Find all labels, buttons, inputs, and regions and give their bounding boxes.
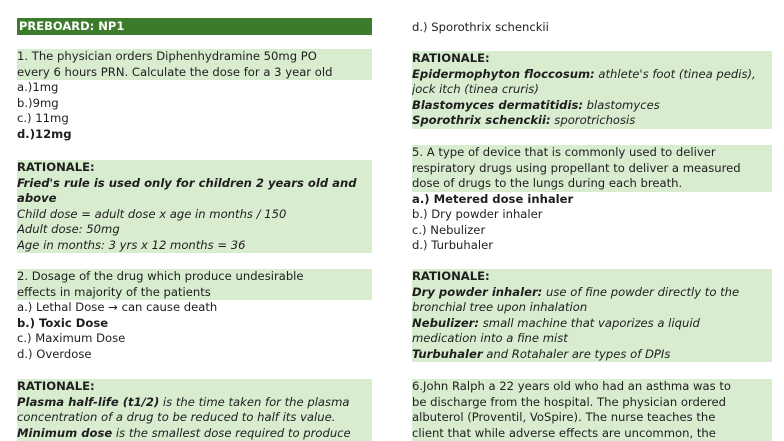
rationale-term: Dry powder inhaler: xyxy=(412,284,543,299)
question-1-stem xyxy=(17,49,372,80)
question-text: client that while adverse effects are uncommon, the xyxy=(412,425,716,440)
rationale-text: jock itch (tinea cruris) xyxy=(412,82,539,96)
option-b-answer: b.) Toxic Dose xyxy=(17,315,109,330)
question-4-tail xyxy=(412,20,772,36)
option-d: d.) Overdose xyxy=(17,346,92,361)
rationale-text: small machine that vaporizes a liquid xyxy=(479,315,700,330)
question-5-stem xyxy=(412,145,772,192)
rationale-term: Nebulizer: xyxy=(412,315,480,330)
question-text: respiratory drugs using propellant to deliver a measured xyxy=(412,160,741,175)
question-text: albuterol (Proventil, VoSpire). The nurse teaches the xyxy=(412,410,716,424)
question-text: every 6 hours PRN. Calculate the dose for a 3 year old xyxy=(17,64,333,79)
rationale-heading: RATIONALE: xyxy=(17,379,95,393)
rationale-2 xyxy=(17,379,372,441)
rationale-text: sporotrichosis xyxy=(550,113,636,127)
rationale-term: Epidermophyton floccosum: xyxy=(412,66,595,81)
rationale-text: concentration of a drug to be reduced to half its value. xyxy=(17,410,336,424)
rationale-text: bronchial tree upon inhalation xyxy=(412,300,588,314)
rationale-term: Blastomyces dermatitidis: xyxy=(412,97,583,112)
rationale-line: Adult dose: 50mg xyxy=(17,222,120,236)
option-d: d.) Turbuhaler xyxy=(412,238,493,252)
question-1 xyxy=(17,49,372,142)
rationale-heading: RATIONALE: xyxy=(412,51,490,65)
option-b: b.)9mg xyxy=(17,95,59,110)
rationale-text: medication into a fine mist xyxy=(412,331,568,345)
rationale-term: Sporothrix schenckii: xyxy=(412,113,551,127)
section-header: PREBOARD: NP1 xyxy=(17,18,372,35)
option-a-answer: a.) Metered dose inhaler xyxy=(412,191,574,206)
question-2 xyxy=(17,269,372,362)
question-text: be discharge from the hospital. The physician ordered xyxy=(412,394,727,409)
question-text: 6.John Ralph a 22 years old who had an asthma was to xyxy=(412,379,731,393)
rationale-5 xyxy=(412,269,772,362)
rationale-rule: above xyxy=(17,191,57,205)
rationale-4 xyxy=(412,51,772,129)
rationale-text: blastomyces xyxy=(582,97,660,112)
option-c: c.) 11mg xyxy=(17,111,69,125)
option-a: a.)1mg xyxy=(17,80,59,94)
option-d: d.) Sporothrix schenckii xyxy=(412,20,549,34)
rationale-term: Minimum dose xyxy=(17,425,113,440)
question-text: dose of drugs to the lungs during each breath. xyxy=(412,176,683,190)
rationale-term: Plasma half-life (t1/2) xyxy=(17,394,160,409)
option-d-answer: d.)12mg xyxy=(17,126,72,141)
rationale-text: is the time taken for the plasma xyxy=(159,394,350,409)
rationale-text: and Rotahaler are types of DPIs xyxy=(482,346,671,361)
question-text: 5. A type of device that is commonly used to deliver xyxy=(412,145,716,159)
question-2-stem xyxy=(17,269,372,300)
rationale-text: use of fine powder directly to the xyxy=(542,284,740,299)
option-a: a.) Lethal Dose → can cause death xyxy=(17,300,218,314)
rationale-heading: RATIONALE: xyxy=(17,160,95,174)
question-6 xyxy=(412,379,772,441)
option-b: b.) Dry powder inhaler xyxy=(412,207,543,221)
rationale-heading: RATIONALE: xyxy=(412,269,490,283)
rationale-1 xyxy=(17,160,372,253)
rationale-text: is the smallest dose required to produce xyxy=(112,425,351,440)
option-c: c.) Maximum Dose xyxy=(17,331,126,345)
question-5 xyxy=(412,145,772,254)
rationale-rule: Fried's rule is used only for children 2 years old and xyxy=(17,175,357,190)
rationale-line: Age in months: 3 yrs x 12 months = 36 xyxy=(17,237,246,252)
question-text: 2. Dosage of the drug which produce undesirable xyxy=(17,269,304,283)
question-text: effects in majority of the patients xyxy=(17,284,211,299)
option-c: c.) Nebulizer xyxy=(412,222,486,237)
rationale-text: athlete's foot (tinea pedis), xyxy=(594,66,756,81)
rationale-term: Turbuhaler xyxy=(412,346,483,361)
rationale-line: Child dose = adult dose x age in months / 150 xyxy=(17,206,287,221)
question-text: 1. The physician orders Diphenhydramine 50mg PO xyxy=(17,49,317,63)
